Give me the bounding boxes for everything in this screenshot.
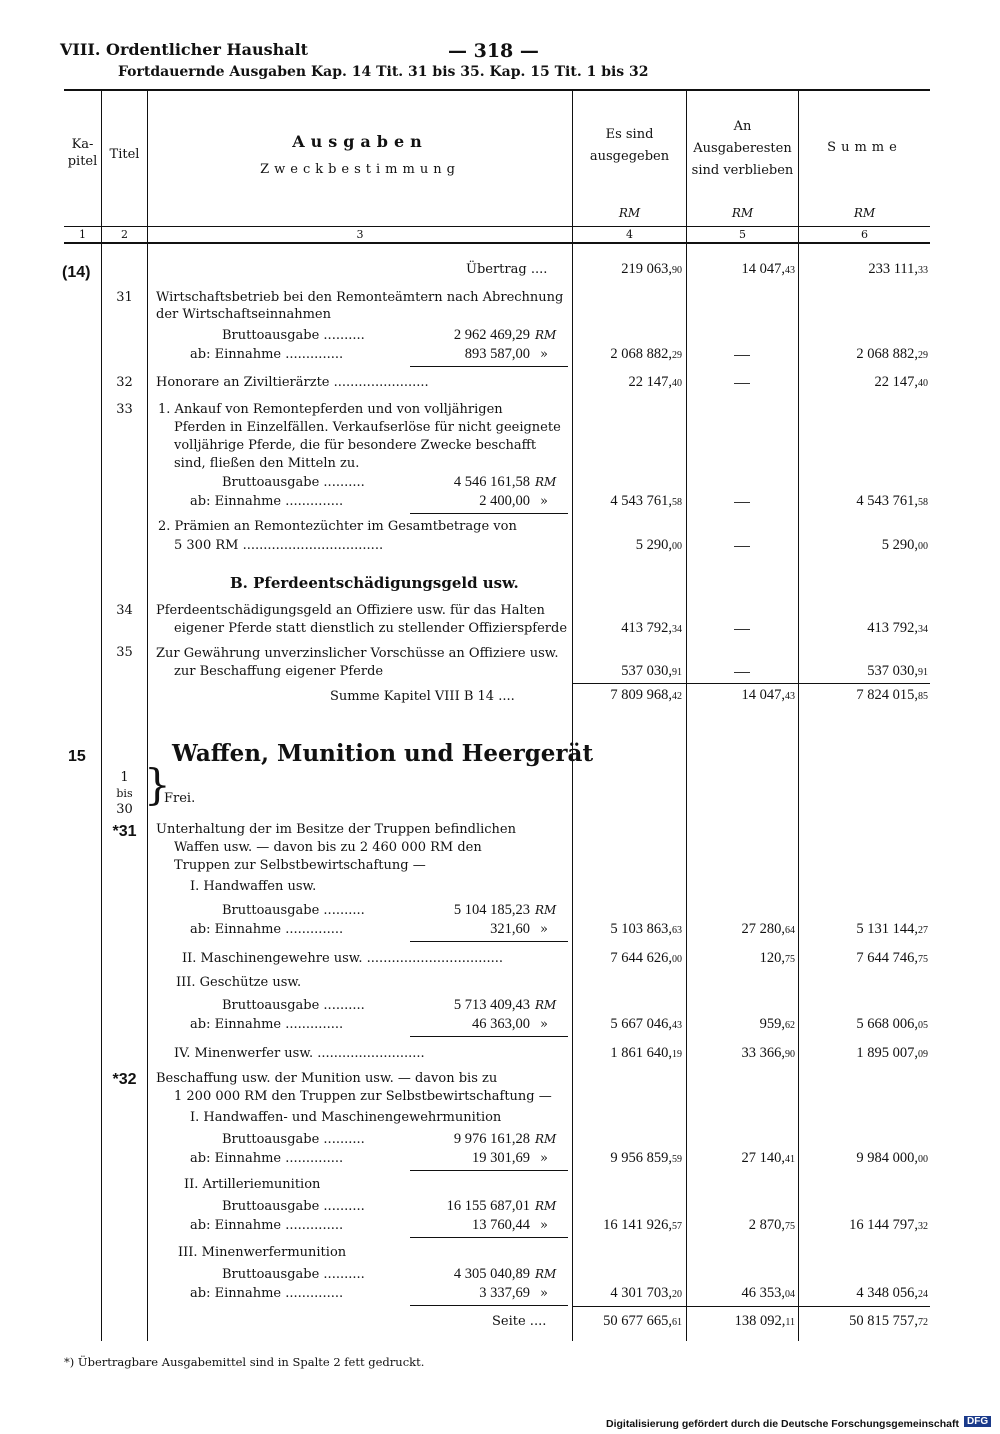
- munition-3-col4: 4 301 703,20: [610, 1285, 682, 1301]
- munition-1-col5: 27 140,41: [741, 1150, 795, 1166]
- col-ausgaben-header: Ausgaben: [292, 132, 428, 151]
- munition-3-col6: 4 348 056,24: [856, 1285, 928, 1301]
- titel-31-brutto-value: 2 962 469,29: [453, 327, 530, 343]
- titel-33-brutto-label: Bruttoausgabe ..........: [222, 475, 365, 490]
- munition-1-col6: 9 984 000,00: [856, 1150, 928, 1166]
- titel-35-text-1: Zur Gewährung unverzinslicher Vorschüsse an Offiziere usw.: [156, 646, 559, 661]
- waffen-3-brutto-unit: RM: [535, 998, 557, 1012]
- munition-1-brutto-unit: RM: [535, 1132, 557, 1146]
- table-top-rule: [64, 89, 930, 91]
- summe-14-col5: 14 047,43: [741, 687, 795, 703]
- waffen-1-sum-rule: [410, 941, 568, 942]
- titel-34-text-2: eigener Pferde statt dienstlich zu stellender Offizierspferde: [174, 621, 568, 636]
- seite-rule: [572, 1306, 930, 1307]
- munition-1-ab-label: ab: Einnahme ..............: [190, 1151, 344, 1166]
- col-number-6: 6: [861, 228, 868, 241]
- summe-14-col4: 7 809 968,42: [610, 687, 682, 703]
- munition-1-ab-quote: »: [540, 1151, 548, 1166]
- titel-31-text-1: Wirtschaftsbetrieb bei den Remonteämtern nach Abrechnung: [156, 290, 564, 305]
- waffen-2-col5: 120,75: [759, 950, 795, 966]
- dfg-logo: DFG: [964, 1416, 991, 1427]
- munition-2-col5: 2 870,75: [748, 1217, 795, 1233]
- titel-33-text-2: Pferden in Einzelfällen. Verkaufserlöse für nicht geeignete: [174, 420, 561, 435]
- col-zweck-header: Zweckbestimmung: [260, 162, 460, 177]
- uebertrag-label: Übertrag ....: [466, 262, 548, 277]
- dfg-credit: Digitalisierung gefördert durch die Deutsche Forschungsgemeinschaft: [606, 1418, 959, 1430]
- titel-32-col5-dash: [734, 383, 750, 384]
- titel-31-number: 31: [116, 290, 133, 305]
- munition-1-sum-rule: [410, 1170, 568, 1171]
- munition-1-ab-value: 19 301,69: [472, 1150, 530, 1166]
- titel-33-text-4: sind, fließen den Mitteln zu.: [174, 456, 360, 471]
- seite-label: Seite ....: [492, 1314, 547, 1329]
- munition-2-label: II. Artilleriemunition: [184, 1177, 321, 1192]
- waffen-3-brutto-value: 5 713 409,43: [453, 997, 530, 1013]
- waffen-3-ab-quote: »: [540, 1017, 548, 1032]
- munition-2-brutto-value: 16 155 687,01: [446, 1198, 530, 1214]
- summe-14-col6: 7 824 015,85: [856, 687, 928, 703]
- titel-31-brutto-unit: RM: [535, 328, 557, 342]
- munition-3-brutto-unit: RM: [535, 1267, 557, 1281]
- summe-14-rule: [572, 683, 930, 684]
- uebertrag-col4: 219 063,90: [621, 261, 682, 277]
- waffen-3-sum-rule: [410, 1036, 568, 1037]
- titel-31-brutto-label: Bruttoausgabe ..........: [222, 328, 365, 343]
- titel-31-text-2: der Wirtschaftseinnahmen: [156, 307, 331, 322]
- titel-31-ab-quote: »: [540, 347, 548, 362]
- titel-34-text-1: Pferdeentschädigungsgeld an Offiziere usw. für das Halten: [156, 603, 545, 618]
- titel-33-col5-dash: [734, 502, 750, 503]
- col-number-2: 2: [121, 228, 128, 241]
- munition-2-ab-quote: »: [540, 1218, 548, 1233]
- section-b-heading: B. Pferdeentschädigungsgeld usw.: [230, 574, 519, 592]
- titel-33-2-col5-dash: [734, 546, 750, 547]
- col-ausgegeben-line2: ausgegeben: [589, 149, 670, 164]
- section-title: VIII. Ordentlicher Haushalt: [60, 40, 309, 59]
- seite-col5: 138 092,11: [734, 1313, 795, 1329]
- titel-33-col6: 4 543 761,58: [856, 493, 928, 509]
- waffen-1-label: I. Handwaffen usw.: [190, 879, 317, 894]
- waffen-4-col4: 1 861 640,19: [610, 1045, 682, 1061]
- titel-33-ab-value: 2 400,00: [479, 493, 530, 509]
- waffen-3-ab-value: 46 363,00: [472, 1016, 530, 1032]
- titel-35-text-2: zur Beschaffung eigener Pferde: [174, 664, 384, 679]
- waffen-1-brutto-value: 5 104 185,23: [453, 902, 530, 918]
- col-divider-2: [147, 90, 148, 1341]
- munition-1-col4: 9 956 859,59: [610, 1150, 682, 1166]
- waffen-4-label: IV. Minenwerfer usw. ..........................: [174, 1046, 425, 1061]
- col-ausgabereste-line2: Ausgaberesten: [693, 141, 792, 156]
- titel-35-col6: 537 030,91: [867, 663, 928, 679]
- unit-rule: [64, 226, 930, 227]
- titel-31-ab-value: 893 587,00: [464, 346, 530, 362]
- titel-33-2-col4: 5 290,00: [635, 537, 682, 553]
- titel-33-2-text-1: 2. Prämien an Remontezüchter im Gesamtbetrage von: [158, 519, 517, 534]
- uebertrag-col6: 233 111,33: [868, 261, 928, 277]
- titel-33-sum-rule: [410, 513, 568, 514]
- munition-3-label: III. Minenwerfermunition: [178, 1245, 347, 1260]
- titel-31s-text-1: Unterhaltung der im Besitze der Truppen befindlichen: [156, 822, 516, 837]
- header-bottom-rule: [64, 242, 930, 244]
- munition-2-sum-rule: [410, 1237, 568, 1238]
- titel-33-text-3: volljährige Pferde, die für besondere Zwecke beschafft: [174, 438, 537, 453]
- col-number-3: 3: [356, 228, 364, 241]
- col-kapitel-header: [64, 136, 101, 170]
- munition-3-sum-rule: [410, 1305, 568, 1306]
- col-ausgabereste-line3: sind verblieben: [691, 163, 794, 178]
- col-kapitel-line1: Ka-: [71, 137, 94, 152]
- waffen-1-brutto-unit: RM: [535, 903, 557, 917]
- titel-range-start: 1: [120, 770, 129, 785]
- titel-31-col6: 2 068 882,29: [856, 346, 928, 362]
- titel-33-ab-quote: »: [540, 494, 548, 509]
- kapitel-15-label: 15: [68, 748, 86, 765]
- titel-34-number: 34: [116, 603, 133, 618]
- col-divider-4: [686, 90, 687, 1341]
- waffen-2-label: II. Maschinengewehre usw. .................................: [182, 951, 504, 966]
- waffen-1-col6: 5 131 144,27: [856, 921, 928, 937]
- waffen-2-col4: 7 644 626,00: [610, 950, 682, 966]
- munition-3-ab-value: 3 337,69: [479, 1285, 530, 1301]
- titel-35-col5-dash: [734, 672, 750, 673]
- col-ausgegeben-header: [573, 124, 686, 168]
- titel-32s-text-2: 1 200 000 RM den Truppen zur Selbstbewirtschaftung —: [174, 1089, 552, 1104]
- col-ausgabereste-line1: An: [733, 119, 752, 134]
- col-divider-5: [798, 90, 799, 1341]
- titel-range-end: 30: [116, 802, 133, 817]
- munition-3-ab-label: ab: Einnahme ..............: [190, 1286, 344, 1301]
- titel-34-col5-dash: [734, 629, 750, 630]
- titel-33-2-text-2: 5 300 RM ..................................: [174, 538, 384, 553]
- munition-2-ab-value: 13 760,44: [472, 1217, 530, 1233]
- col-divider-3: [572, 90, 573, 1341]
- seite-col6: 50 815 757,72: [849, 1313, 928, 1329]
- munition-2-ab-label: ab: Einnahme ..............: [190, 1218, 344, 1233]
- titel-34-col6: 413 792,34: [867, 620, 928, 636]
- waffen-1-ab-quote: »: [540, 922, 548, 937]
- titel-35-number: 35: [116, 645, 133, 660]
- munition-2-brutto-unit: RM: [535, 1199, 557, 1213]
- titel-31-sum-rule: [410, 366, 568, 367]
- waffen-4-col6: 1 895 007,09: [856, 1045, 928, 1061]
- unit-label-4: RM: [618, 206, 641, 220]
- seite-col4: 50 677 665,61: [603, 1313, 682, 1329]
- col-divider-1: [101, 90, 102, 1341]
- kapitel-15-title: Waffen, Munition und Heergerät: [172, 740, 594, 767]
- unit-label-6: RM: [853, 206, 876, 220]
- titel-range-bis: bis: [116, 787, 133, 800]
- titel-31-col4: 2 068 882,29: [610, 346, 682, 362]
- range-brace: }: [144, 760, 171, 809]
- col-number-5: 5: [739, 228, 746, 241]
- titel-1-30-range: [102, 770, 147, 818]
- col-kapitel-line2: pitel: [67, 154, 98, 169]
- titel-31s-text-2: Waffen usw. — davon bis zu 2 460 000 RM den: [174, 840, 482, 855]
- waffen-1-col4: 5 103 863,63: [610, 921, 682, 937]
- kapitel-14-label: (14): [62, 264, 91, 281]
- waffen-3-ab-label: ab: Einnahme ..............: [190, 1017, 344, 1032]
- waffen-3-brutto-label: Bruttoausgabe ..........: [222, 998, 365, 1013]
- munition-2-col4: 16 141 926,57: [603, 1217, 682, 1233]
- titel-32-col4: 22 147,40: [628, 374, 682, 390]
- waffen-4-col5: 33 366,90: [741, 1045, 795, 1061]
- titel-33-col4: 4 543 761,58: [610, 493, 682, 509]
- munition-1-brutto-value: 9 976 161,28: [453, 1131, 530, 1147]
- waffen-1-ab-label: ab: Einnahme ..............: [190, 922, 344, 937]
- titel-32s-number: *32: [112, 1071, 137, 1088]
- waffen-2-col6: 7 644 746,75: [856, 950, 928, 966]
- titel-32-col6: 22 147,40: [874, 374, 928, 390]
- titel-33-brutto-value: 4 546 161,58: [453, 474, 530, 490]
- summe-14-label: Summe Kapitel VIII B 14 ....: [330, 689, 515, 704]
- titel-32s-text-1: Beschaffung usw. der Munition usw. — davon bis zu: [156, 1071, 498, 1086]
- munition-1-brutto-label: Bruttoausgabe ..........: [222, 1132, 365, 1147]
- titel-33-ab-label: ab: Einnahme ..............: [190, 494, 344, 509]
- col-ausgabereste-header: [687, 116, 798, 182]
- col-summe-header: Summe: [827, 140, 902, 155]
- waffen-1-brutto-label: Bruttoausgabe ..........: [222, 903, 365, 918]
- munition-3-ab-quote: »: [540, 1286, 548, 1301]
- munition-2-col6: 16 144 797,32: [849, 1217, 928, 1233]
- titel-33-2-col6: 5 290,00: [881, 537, 928, 553]
- col-number-4: 4: [626, 228, 633, 241]
- col-ausgegeben-line1: Es sind: [605, 127, 654, 142]
- titel-35-col4: 537 030,91: [621, 663, 682, 679]
- titel-31-ab-label: ab: Einnahme ..............: [190, 347, 344, 362]
- titel-31-col5-dash: [734, 355, 750, 356]
- col-titel-header: Titel: [109, 147, 140, 162]
- waffen-1-ab-value: 321,60: [490, 921, 530, 937]
- munition-2-brutto-label: Bruttoausgabe ..........: [222, 1199, 365, 1214]
- waffen-1-col5: 27 280,64: [741, 921, 795, 937]
- titel-33-text-1: 1. Ankauf von Remontepferden und von volljährigen: [158, 402, 503, 417]
- waffen-3-label: III. Geschütze usw.: [176, 975, 302, 990]
- waffen-3-col6: 5 668 006,05: [856, 1016, 928, 1032]
- waffen-3-col4: 5 667 046,43: [610, 1016, 682, 1032]
- page-subtitle: Fortdauernde Ausgaben Kap. 14 Tit. 31 bis 35. Kap. 15 Tit. 1 bis 32: [118, 64, 649, 80]
- footnote: *) Übertragbare Ausgabemittel sind in Spalte 2 fett gedruckt.: [64, 1355, 425, 1369]
- titel-32-number: 32: [116, 375, 133, 390]
- titel-34-col4: 413 792,34: [621, 620, 682, 636]
- munition-3-brutto-label: Bruttoausgabe ..........: [222, 1267, 365, 1282]
- titel-1-30-frei: Frei.: [164, 791, 196, 806]
- munition-3-brutto-value: 4 305 040,89: [453, 1266, 530, 1282]
- page-number: — 318 —: [448, 40, 539, 62]
- titel-33-number: 33: [116, 402, 133, 417]
- waffen-3-col5: 959,62: [759, 1016, 795, 1032]
- munition-3-col5: 46 353,04: [741, 1285, 795, 1301]
- titel-31s-number: *31: [112, 823, 137, 840]
- titel-32-text: Honorare an Ziviltierärzte .......................: [156, 375, 429, 390]
- munition-1-label: I. Handwaffen- und Maschinengewehrmunition: [190, 1110, 502, 1125]
- uebertrag-col5: 14 047,43: [741, 261, 795, 277]
- titel-33-brutto-unit: RM: [535, 475, 557, 489]
- col-number-1: 1: [79, 228, 86, 241]
- unit-label-5: RM: [731, 206, 754, 220]
- titel-31s-text-3: Truppen zur Selbstbewirtschaftung —: [174, 858, 426, 873]
